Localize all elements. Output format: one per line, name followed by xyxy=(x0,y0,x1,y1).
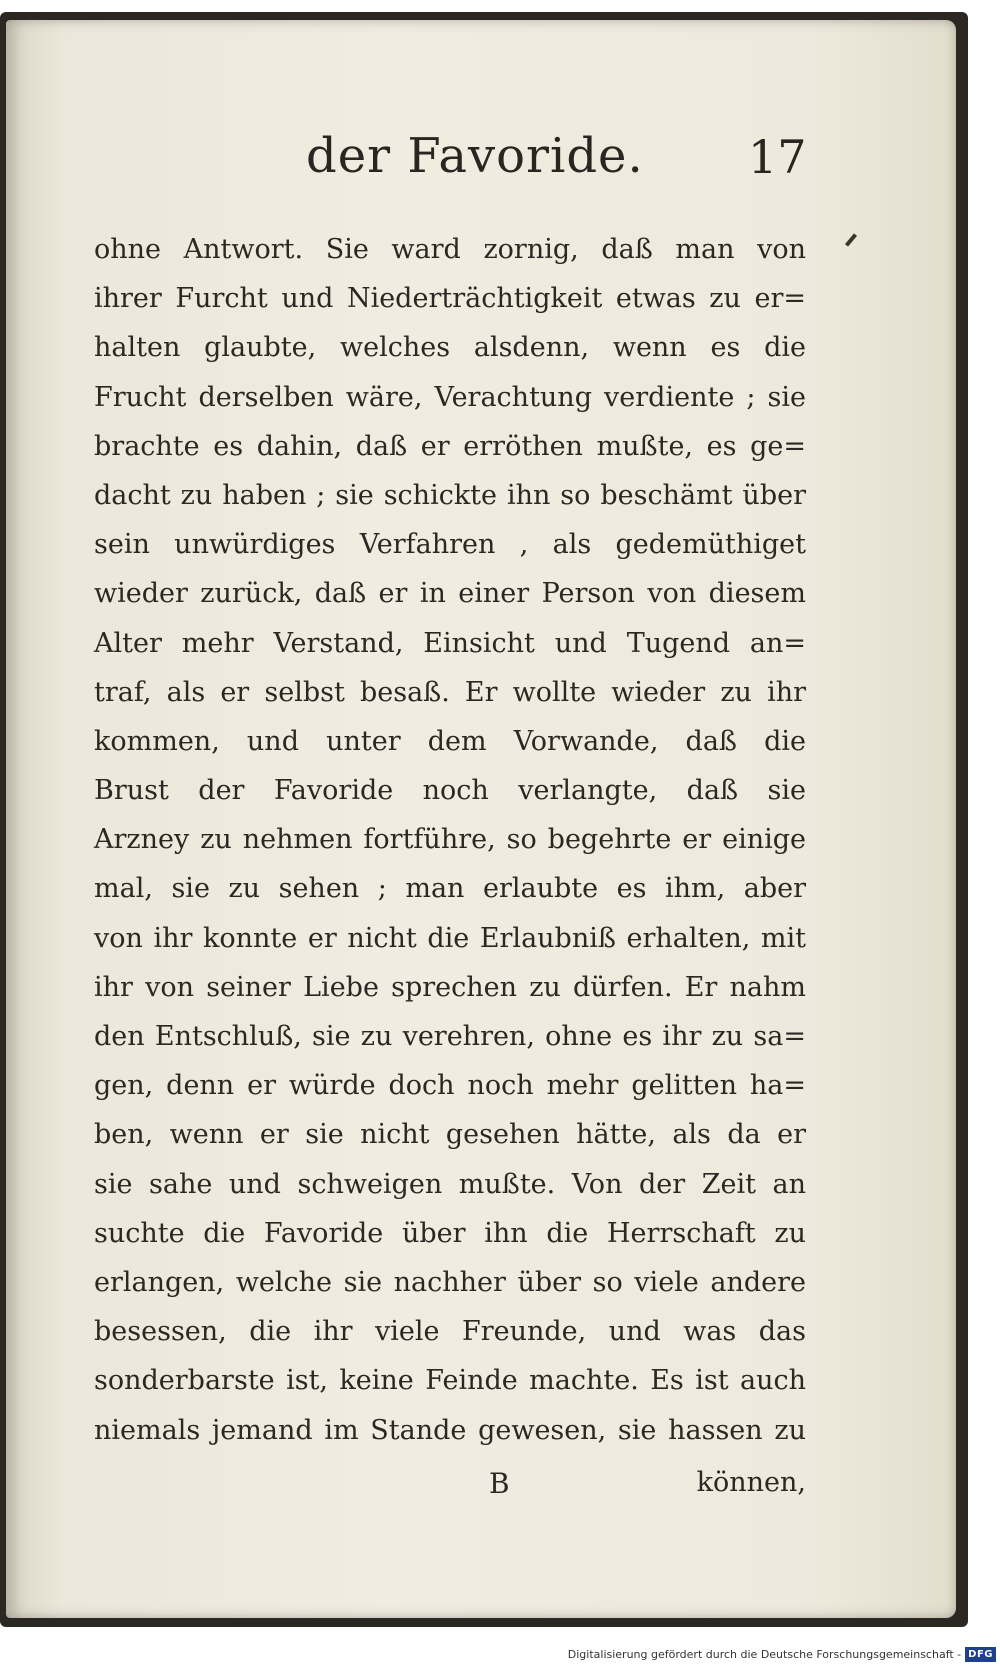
text-line: ihrer Furcht und Niederträchtigkeit etwas zu er= xyxy=(94,283,806,315)
text-line: von ihr konnte er nicht die Erlaubniß erhalten, mit xyxy=(94,922,806,954)
text-line: Arzney zu nehmen fortführe, so begehrte er einige xyxy=(94,824,806,856)
text-line: gen, denn er würde doch noch mehr gelitten ha= xyxy=(94,1070,806,1102)
text-line: halten glaubte, welches alsdenn, wenn es die xyxy=(94,332,806,364)
catchword: können, xyxy=(696,1467,806,1498)
digitization-credit xyxy=(568,1643,996,1665)
page-footer xyxy=(94,1467,806,1517)
running-title: der Favoride. xyxy=(306,128,644,184)
text-line: den Entschluß, sie zu verehren, ohne es ihr zu sa= xyxy=(94,1021,806,1052)
text-line: ben, wenn er sie nicht gesehen hätte, als da er xyxy=(94,1119,806,1151)
text-line: dacht zu haben ; sie schickte ihn so beschämt über xyxy=(94,479,806,511)
text-line: mal, sie zu sehen ; man erlaubte es ihm, aber xyxy=(94,873,806,905)
signature-mark: B xyxy=(489,1467,510,1500)
text-line: Alter mehr Verstand, Einsicht und Tugend an= xyxy=(94,627,806,659)
book-page xyxy=(6,20,956,1618)
text-line: besessen, die ihr viele Freunde, und was das xyxy=(94,1316,806,1348)
credit-text: Digitalisierung gefördert durch die Deutsche Forschungsgemeinschaft - xyxy=(567,1647,962,1661)
text-line: sein unwürdiges Verfahren , als gedemüthiget xyxy=(94,529,806,561)
text-line: Frucht derselben wäre, Verachtung verdiente ; sie xyxy=(94,381,806,413)
text-line: ihr von seiner Liebe sprechen zu dürfen. Er nahm xyxy=(94,971,806,1003)
body-text xyxy=(94,225,806,1455)
page-number: 17 xyxy=(748,130,807,184)
text-line: traf, als er selbst besaß. Er wollte wieder zu ihr xyxy=(94,676,806,708)
text-line: brachte es dahin, daß er erröthen mußte, es ge= xyxy=(94,430,806,462)
text-line: kommen, und unter dem Vorwande, daß die xyxy=(94,725,806,757)
text-line: wieder zurück, daß er in einer Person von diesem xyxy=(94,578,806,610)
text-line: sie sahe und schweigen mußte. Von der Zeit an xyxy=(94,1168,806,1200)
text-line: niemals jemand im Stande gewesen, sie hassen zu xyxy=(94,1414,806,1446)
text-line: sonderbarste ist, keine Feinde machte. Es ist auch xyxy=(94,1365,806,1397)
text-line: suchte die Favoride über ihn die Herrschaft zu xyxy=(94,1217,806,1249)
text-line: Brust der Favoride noch verlangte, daß sie xyxy=(94,775,806,807)
text-line: ohne Antwort. Sie ward zornig, daß man von xyxy=(94,234,806,265)
margin-ink-mark xyxy=(845,233,857,246)
running-head xyxy=(6,128,956,198)
dfg-logo: DFG xyxy=(965,1647,996,1662)
text-line: erlangen, welche sie nachher über so viele andere xyxy=(94,1266,806,1298)
